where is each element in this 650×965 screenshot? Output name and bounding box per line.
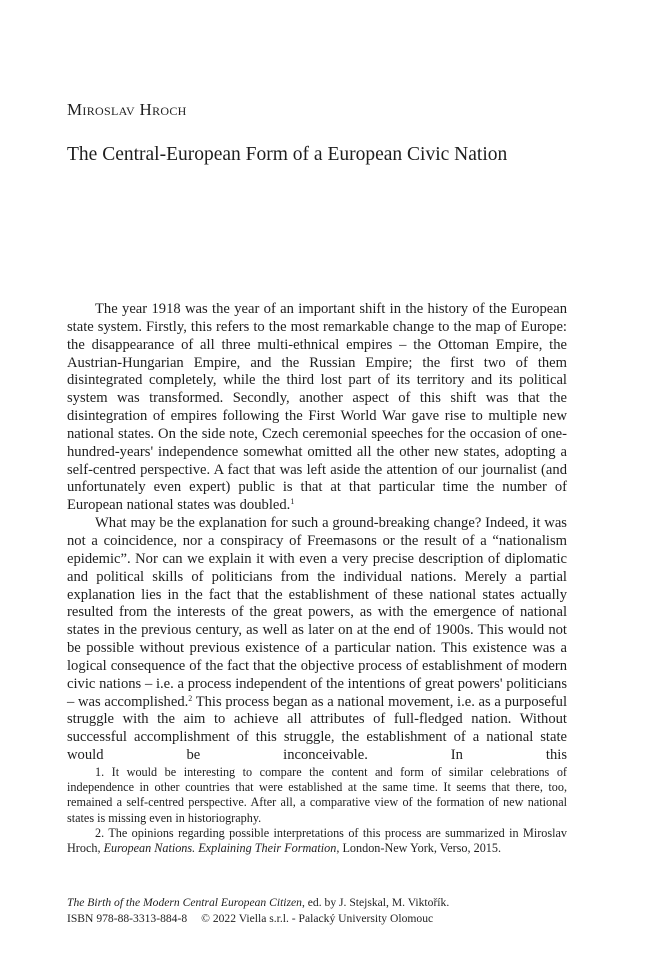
page-footer bbox=[67, 895, 587, 926]
footnotes bbox=[67, 765, 567, 856]
footnote-2 bbox=[67, 826, 567, 856]
paragraph-1 bbox=[67, 301, 567, 515]
paragraph-2-text-b: This process began as a national movement, i.e. as a purposeful struggle with the aim to achieve all attributes of full-fledged nation. Without successful accomplishment of this struggle, the establishment of a national state would be inconceivable. In this bbox=[67, 693, 567, 764]
paragraph-2-text-a: What may be the explanation for such a ground-breaking change? Indeed, it was not a coincidence, nor a conspiracy of Freemasons or the result of a “nationalism epidemic”. Nor can we explain it with even a very precise description of diplomatic and political skills of politicians from the individual nations. Merely a partial explanation lies in the fact that the establishment of these national states actually resulted from the interests of the great powers, as with the emergence of national states in the previous century, as well as later on at the end of 1900s. This would not be possible without previous existence of a particular nation. This existence was a logical consequence of the fact that the objective process of establishment of modern civic nations – i.e. a process independent of the intentions of great powers' politicians – was accomplished. bbox=[67, 515, 567, 710]
footnote-ref-2: 2 bbox=[188, 693, 193, 703]
footer-citation bbox=[67, 895, 587, 911]
footer-book-title: The Birth of the Modern Central European Citizen bbox=[67, 896, 302, 909]
footer-isbn: ISBN 978-88-3313-884-8 bbox=[67, 911, 188, 925]
article-title: The Central-European Form of a European Civic Nation bbox=[67, 144, 508, 165]
author-name: Miroslav Hroch bbox=[67, 100, 187, 119]
footnote-2-text-a: 2. The opinions regarding possible interpretations of this process are summarized in Miroslav Hroch, bbox=[67, 825, 567, 856]
footer-copyright: © 2022 Viella s.r.l. - Palacký University Olomouc bbox=[201, 911, 434, 925]
main-text bbox=[67, 301, 567, 765]
footer-editors: , ed. by J. Stejskal, M. Viktořík. bbox=[301, 896, 450, 909]
footnote-2-text-b: , London-New York, Verso, 2015. bbox=[336, 841, 502, 856]
footnote-2-book-title: European Nations. Explaining Their Formation bbox=[103, 841, 337, 856]
paragraph-2 bbox=[67, 515, 567, 765]
footer-publication-info bbox=[67, 911, 587, 927]
paragraph-1-text: The year 1918 was the year of an important shift in the history of the European state system. Firstly, this refers to the most remarkable change to the map of Europe: the disappearance of all three multi-ethnical empires – the Ottoman Empire, the Austrian-Hungarian Empire, and the Russian Empire; the first two of them disintegrated completely, while the third lost part of its territory and its political system was transformed. Secondly, another aspect of this shift was that the disintegration of empires following the First World War gave rise to multiple new national states. On the side note, Czech ceremonial speeches for the occasion of one-hundred-years' independence somewhat omitted all the other new states, adopting a self-centred perspective. A fact that was left aside the attention of our journalist (and unfortunately even expert) public is that at that particular time the number of European national states was doubled. bbox=[67, 301, 567, 514]
footnote-1: 1. It would be interesting to compare the content and form of similar celebrations of independence in other countries that were established at the same time. It seems that there, too, remained a self-centred perspective. After all, a comparative view of the formation of new national states is missing even in historiography. bbox=[67, 765, 567, 825]
footnote-ref-1: 1 bbox=[290, 497, 295, 507]
